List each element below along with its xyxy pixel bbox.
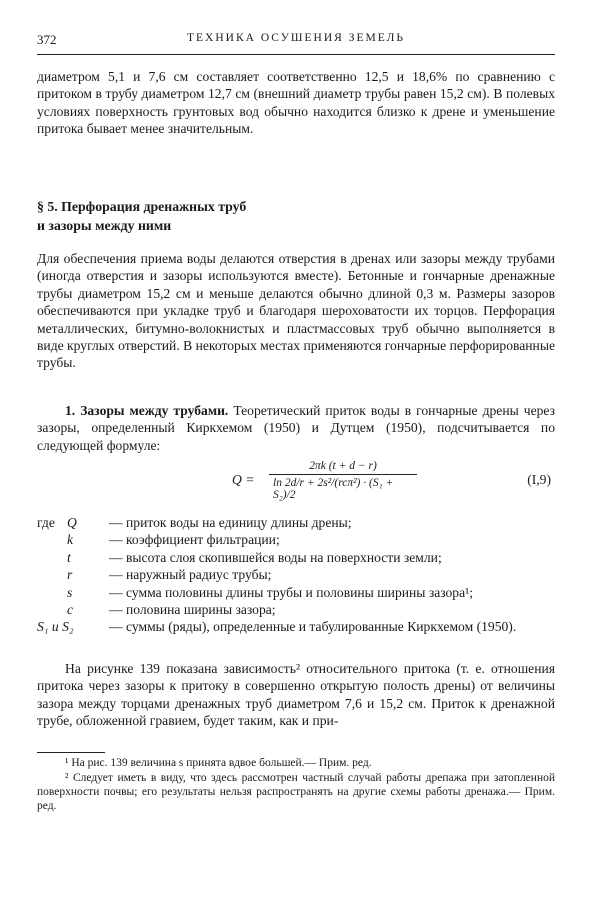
formula-fraction [269, 460, 417, 501]
paragraph-figure-139: На рисунке 139 показана зависимость² относительного притока (т. е. отношения притока через зазоры к притоку в совершенно открытую полость дрены) от величины зазора между торцами дренажных труб диаметром 7,6 и 15,2 см. Приток к дренажной трубе, обложенной гравием, будет таким, как и при- [37, 661, 555, 729]
definition-item [37, 601, 555, 618]
formula-numerator: 2πk (t + d − r) [309, 460, 377, 472]
definition-text: — приток воды на единицу длины дрены; [109, 515, 352, 530]
paragraph-continuation: диаметром 5,1 и 7,6 см составляет соответственно 12,5 и 18,6% по сравнению с притоком в трубу диаметром 12,7 см (внешний диаметр трубы равен 15,2 см). В полевых условиях поверхность грунтовых вод обычно находится близко к дрене и уменьшение притока бывает менее значительным. [37, 69, 555, 137]
definition-text: — высота слоя скопившейся воды на поверхности земли; [109, 549, 442, 565]
definitions-prefix: где [37, 515, 55, 530]
header-rule [37, 54, 555, 55]
paragraph-gaps [37, 402, 555, 458]
footnote-rule [37, 752, 105, 753]
footnote-2: ² Следует иметь в виду, что здесь рассмотрен частный случай работы дрепажа при затопленной поверхности почвы; его результаты нельзя распространять на другие схемы работы дренажа.— Прим. ред. [37, 772, 555, 813]
paragraph-gaps-text: Теоретический приток воды в гончарные дрены через зазоры, определенный Киркхемом (1950) и Дутцем (1950), подсчитывается по следующей формуле: [37, 403, 555, 453]
definition-text: — суммы (ряды), определенные и табулированные Киркхемом (1950). [109, 619, 517, 635]
definition-item [37, 549, 555, 566]
definition-item [37, 584, 555, 601]
definition-symbol: c [67, 602, 74, 618]
definition-text: — половина ширины зазора; [109, 602, 276, 618]
definition-symbol: t [67, 549, 71, 565]
definition-item [37, 531, 555, 548]
definition-text: — наружный радиус трубы; [109, 567, 272, 583]
definition-item [37, 514, 555, 531]
running-title: ТЕХНИКА ОСУШЕНИЯ ЗЕМЕЛЬ [187, 32, 405, 44]
formula-I-9 [37, 458, 555, 506]
definition-text: — коэффициент фильтрации; [109, 532, 280, 548]
definition-symbol: Q [67, 515, 77, 530]
definition-symbol: s [67, 584, 73, 600]
formula-denominator: ln 2d/r + 2s²/(rcπ²) · (S₁ + S₂)/2 [273, 477, 394, 501]
definition-item [37, 618, 555, 635]
definition-symbol: r [67, 567, 73, 583]
definition-symbol: S₁ и S₂ [37, 619, 74, 635]
running-header [37, 22, 555, 56]
paragraph-perforation: Для обеспечения приема воды делаются отверстия в дренах или зазоры между трубами (иногда отверстия и зазоры используются вместе). Бетонные и гончарные дренажные трубы диаметром 15,2 см и меньше делаются обычно длиной 0,3 м. Размеры зазоров обеспечиваются при укладке труб и благодаря шероховатости их торцов. Перфорация металлических, битумно-волокнистых и пластмассовых труб обычно выполняется в виде круглых отверстий. В некоторых местах применяются гончарные перфорированные трубы. [37, 251, 555, 371]
formula-lhs: Q = [232, 472, 255, 487]
section-heading-line-2: и зазоры между ними [37, 218, 172, 233]
section-heading [37, 197, 555, 235]
footnote-1: ¹ На рис. 139 величина s принята вдвое большей.— Прим. ред. [65, 757, 372, 769]
page-number: 372 [37, 32, 57, 47]
formula-number: (I,9) [527, 472, 551, 487]
section-heading-line-1: § 5. Перфорация дренажных труб [37, 199, 247, 214]
definition-symbol: k [67, 532, 74, 548]
definition-item [37, 566, 555, 583]
fraction-bar [269, 474, 417, 475]
paragraph-gaps-lead: 1. Зазоры между трубами. [65, 403, 229, 418]
definition-text: — сумма половины длины трубы и половины ширины зазора¹; [109, 584, 473, 600]
symbol-definitions [37, 514, 555, 636]
